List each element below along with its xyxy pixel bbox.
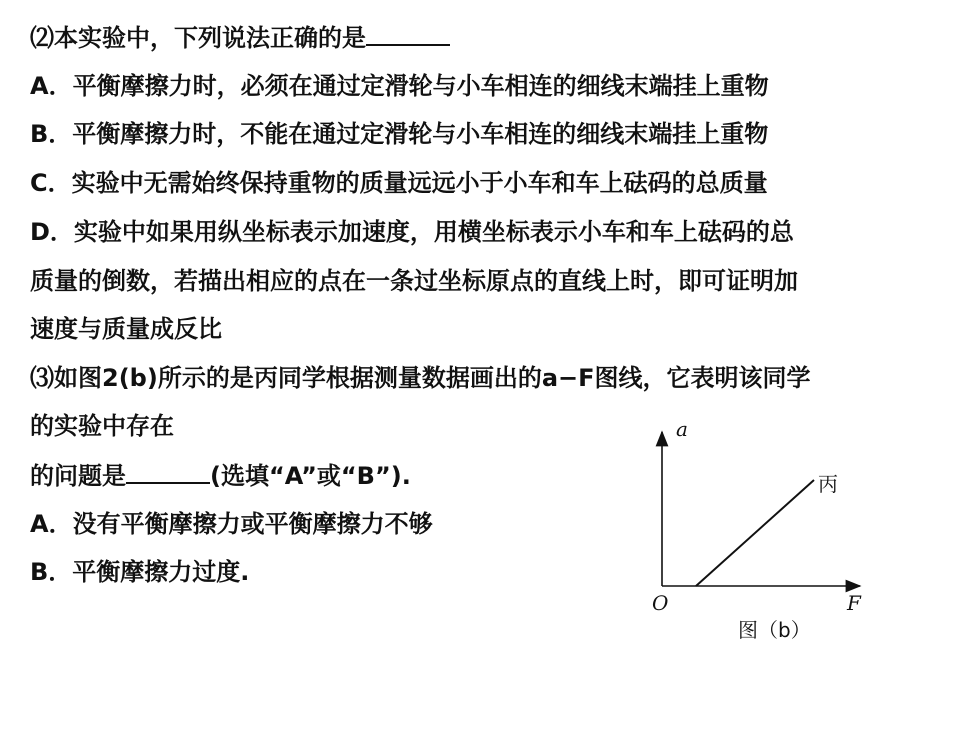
- question3-stem-line3: [30, 460, 411, 491]
- question2-option-c: C．实验中无需始终保持重物的质量远远小于小车和车上砝码的总质量: [30, 169, 768, 197]
- question2-stem-text: ⑵本实验中，下列说法正确的是: [30, 24, 366, 52]
- x-axis-label: F: [847, 591, 861, 615]
- question3-option-b: B．平衡摩擦力过度.: [30, 558, 250, 586]
- question2-stem: [30, 22, 450, 53]
- question3-prefix: 的问题是: [30, 462, 126, 490]
- question3-suffix: (选填“A”或“B”).: [210, 462, 411, 490]
- question3-stem-line1: ⑶如图2(b)所示的是丙同学根据测量数据画出的a−F图线，它表明该同学: [30, 364, 811, 392]
- line-label-bing: 丙: [818, 472, 838, 496]
- y-axis-label: a: [676, 418, 688, 441]
- question3-option-a: A．没有平衡摩擦力或平衡摩擦力不够: [30, 510, 433, 538]
- question2-option-d-cont1: 质量的倒数，若描出相应的点在一条过坐标原点的直线上时，即可证明加: [30, 267, 798, 295]
- answer-blank-q3[interactable]: [126, 460, 210, 484]
- question2-option-d-cont2: 速度与质量成反比: [30, 315, 222, 343]
- origin-label: O: [652, 591, 669, 615]
- answer-blank-q2[interactable]: [366, 22, 450, 46]
- graph-line-bing: [696, 480, 814, 586]
- question2-option-a: A．平衡摩擦力时，必须在通过定滑轮与小车相连的细线末端挂上重物: [30, 72, 769, 100]
- question3-stem-line2: 的实验中存在: [30, 412, 174, 440]
- question2-option-d: D．实验中如果用纵坐标表示加速度，用横坐标表示小车和车上砝码的总: [30, 218, 794, 246]
- question2-option-b: B．平衡摩擦力时，不能在通过定滑轮与小车相连的细线末端挂上重物: [30, 120, 769, 148]
- figure-caption: 图（b）: [738, 618, 811, 642]
